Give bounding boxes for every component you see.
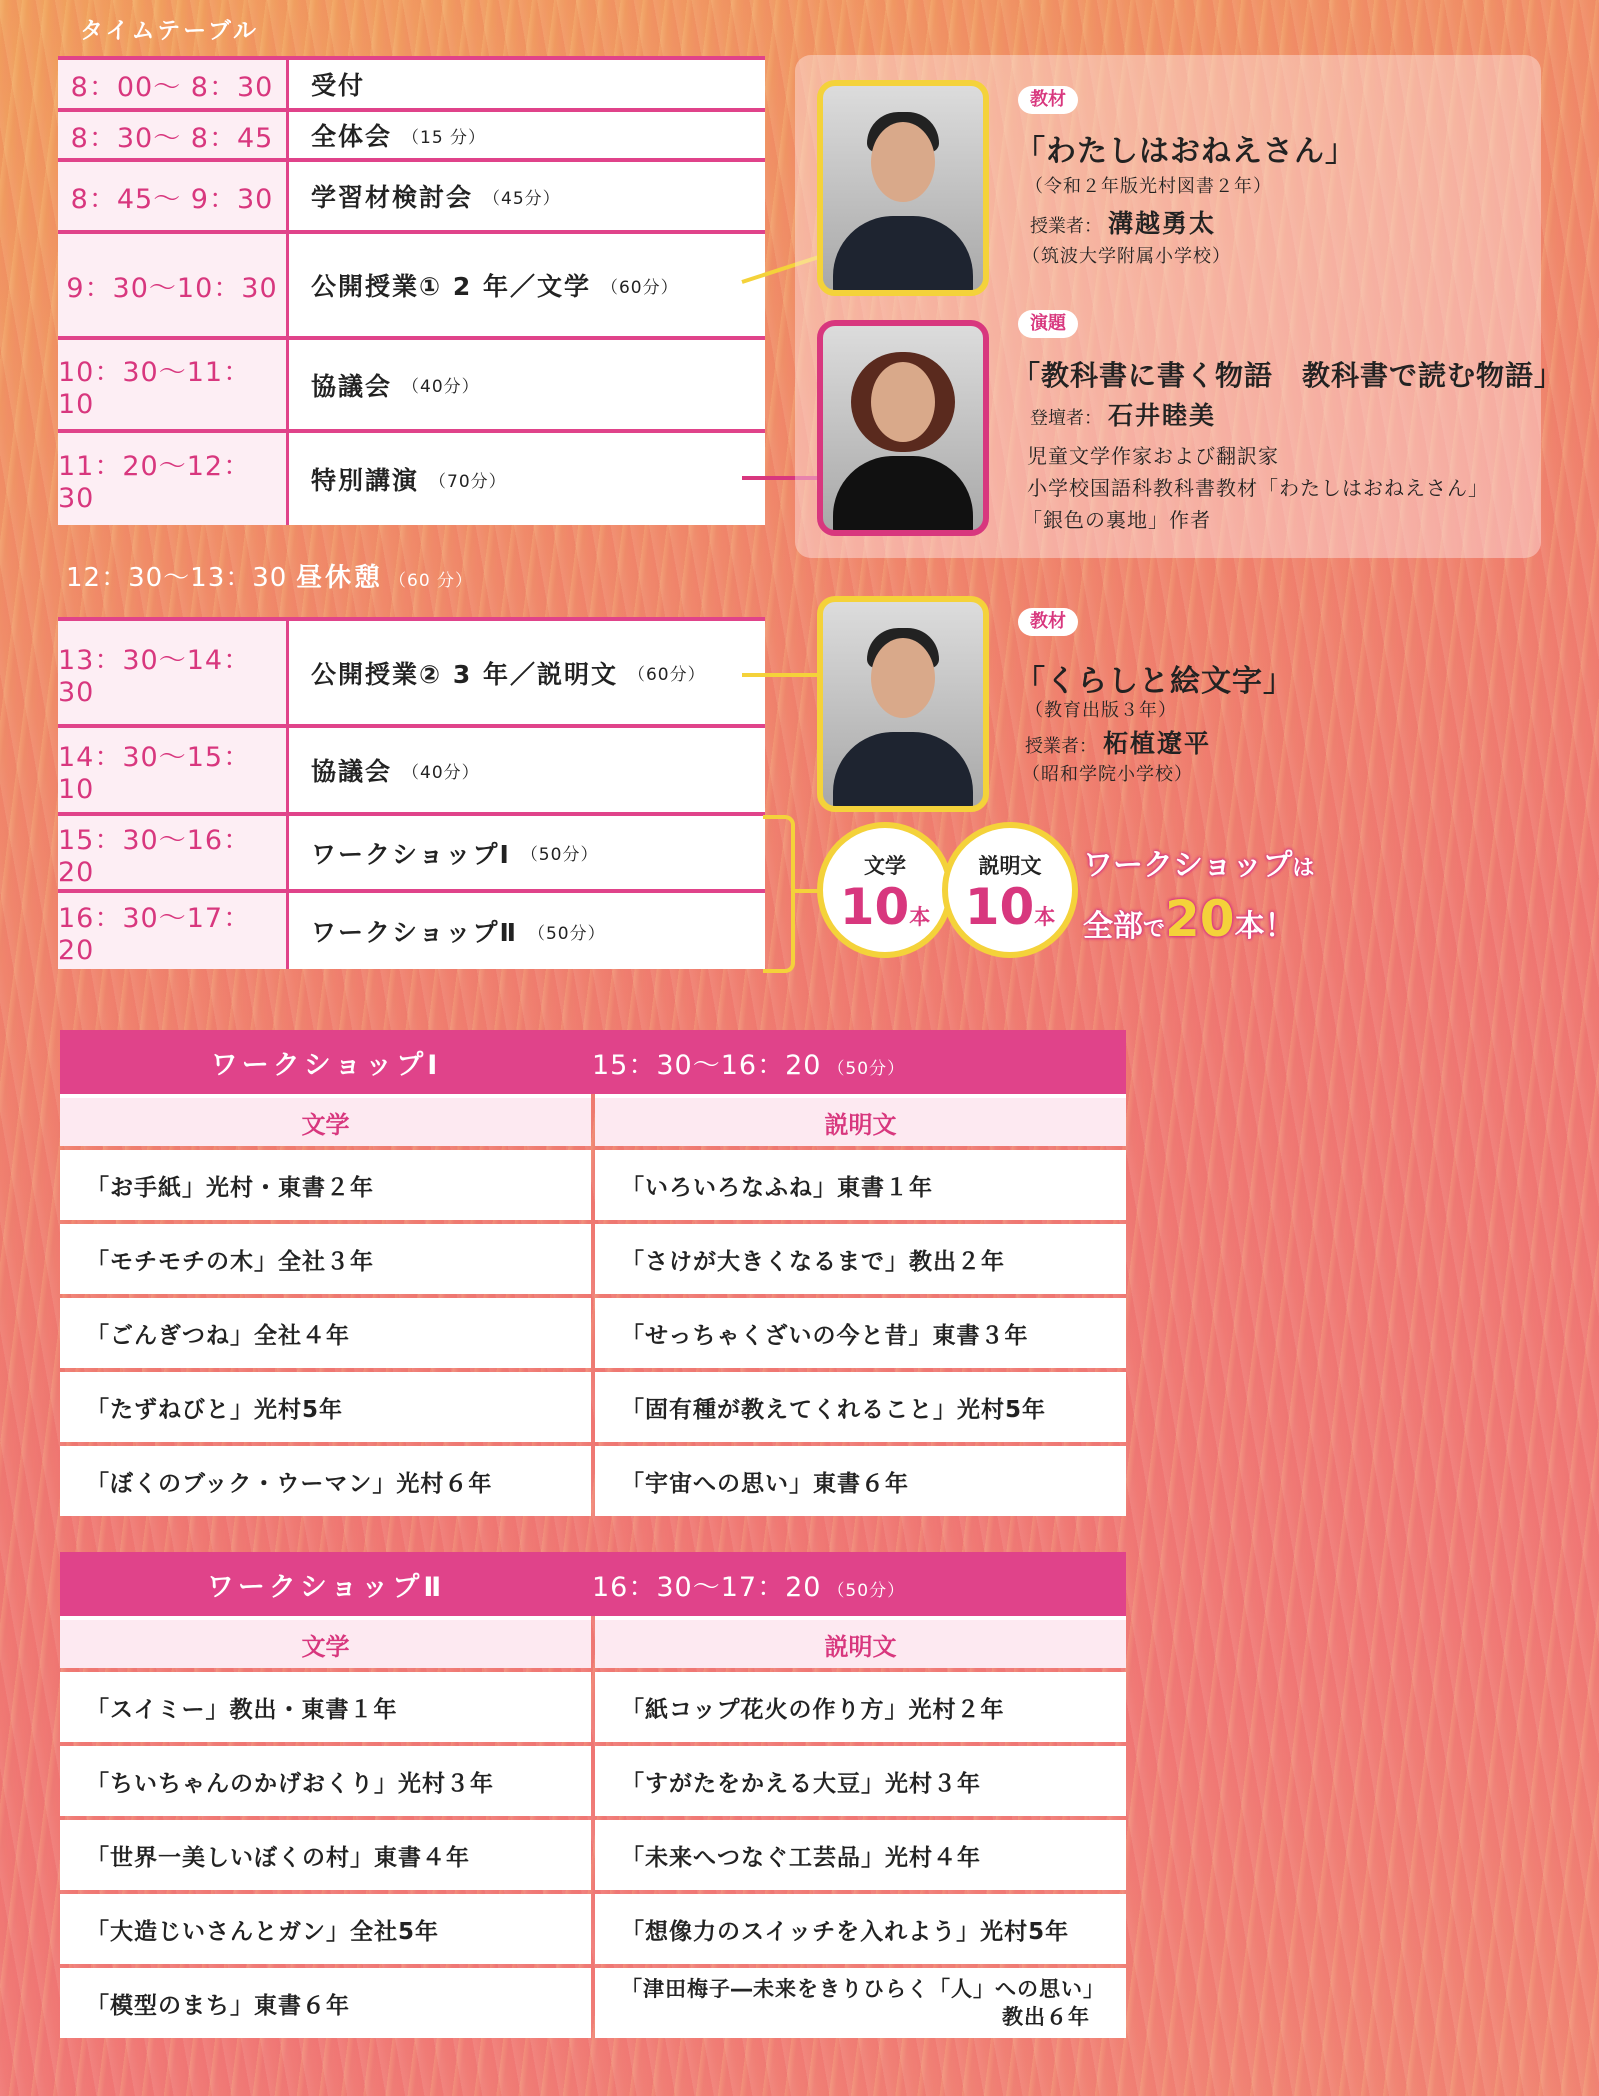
lecturer-desc: 小学校国語科教科書教材「わたしはおねえさん」	[1027, 476, 1489, 500]
speaker-photo	[817, 320, 989, 536]
list-item: 「いろいろなふね」東書１年	[595, 1150, 1126, 1220]
teacher-name: 授業者： 溝越勇太	[1030, 209, 1217, 238]
row-time: 8：45〜 9：30	[58, 162, 289, 230]
row-time: 14：30〜15：10	[58, 728, 289, 812]
count-badge: 文学 10本	[817, 822, 953, 958]
lesson-title: 「わたしはおねえさん」	[1015, 134, 1356, 169]
textbook-info: （令和２年版光村図書２年）	[1025, 176, 1272, 197]
lesson-title: 「くらしと絵文字」	[1015, 664, 1294, 699]
workshop-total-note: ワークショップは 全部で20本！	[1083, 848, 1315, 948]
lunch-break: 12：30〜13：30 昼休憩 （60 分）	[66, 563, 474, 593]
list-item: 「ちいちゃんのかげおくり」光村３年	[60, 1746, 591, 1816]
timetable-row	[58, 340, 765, 433]
row-time: 16：30〜17：20	[58, 893, 289, 969]
workshop1-table	[60, 1030, 1126, 1516]
row-time: 9：30〜10：30	[58, 234, 289, 336]
timetable-row	[58, 60, 765, 112]
timetable-row	[58, 816, 765, 893]
connector-line	[795, 889, 819, 893]
count-badge: 説明文 10本	[942, 822, 1078, 958]
row-event: 学習材検討会 （45分）	[311, 183, 561, 212]
workshop-bracket	[763, 815, 795, 973]
textbook-info: （教育出版３年）	[1025, 700, 1177, 721]
list-item: 「宇宙への思い」東書６年	[595, 1446, 1126, 1516]
list-item: 「お手紙」光村・東書２年	[60, 1150, 591, 1220]
row-event: 全体会 （15 分）	[311, 122, 487, 151]
list-item: 「津田梅子―未来をきりひらく「人」への思い」 教出６年	[595, 1968, 1126, 2038]
list-item: 「ごんぎつね」全社４年	[60, 1298, 591, 1368]
list-item: 「想像力のスイッチを入れよう」光村5年	[595, 1894, 1126, 1964]
row-time: 15：30〜16：20	[58, 816, 289, 889]
list-item: 「すがたをかえる大豆」光村３年	[595, 1746, 1126, 1816]
connector-line	[742, 673, 822, 677]
list-item: 「紙コップ花火の作り方」光村２年	[595, 1672, 1126, 1742]
row-time: 11：20〜12：30	[58, 433, 289, 525]
teacher-affiliation: （昭和学院小学校）	[1022, 764, 1193, 785]
list-item: 「世界一美しいぼくの村」東書４年	[60, 1820, 591, 1890]
lecturer-name: 登壇者： 石井睦美	[1030, 401, 1217, 430]
lit-column: 文学 「お手紙」光村・東書２年 「モチモチの木」全社３年 「ごんぎつね」全社４年 「たずねびと」光村5年 「ぼくのブック・ウーマン」光村６年	[60, 1094, 591, 1516]
timetable-row	[58, 893, 765, 969]
lecture-title: 「教科書に書く物語 教科書で読む物語」	[1012, 359, 1564, 392]
lecturer-desc: 児童文学作家および翻訳家	[1027, 444, 1279, 468]
lecturer-desc: 「銀色の裏地」作者	[1022, 508, 1211, 532]
list-item: 「たずねびと」光村5年	[60, 1372, 591, 1442]
row-event: 協議会 （40分）	[311, 757, 480, 786]
table-header: ワークショップⅠ 15：30〜16：20 （50分）	[60, 1030, 1126, 1094]
row-event: 公開授業① 2 年／文学 （60分）	[311, 272, 679, 301]
tag-badge: 教材	[1018, 86, 1078, 114]
row-time: 8：00〜 8：30	[58, 60, 289, 108]
row-event: 受付	[311, 71, 366, 100]
list-item: 「模型のまち」東書６年	[60, 1968, 591, 2038]
speaker-photo	[817, 596, 989, 812]
row-time: 8：30〜 8：45	[58, 112, 289, 158]
timetable-row	[58, 621, 765, 728]
list-item: 「モチモチの木」全社３年	[60, 1224, 591, 1294]
workshop2-table	[60, 1552, 1126, 2038]
list-item: 「せっちゃくざいの今と昔」東書３年	[595, 1298, 1126, 1368]
timetable-row	[58, 433, 765, 525]
list-item: 「スイミー」教出・東書１年	[60, 1672, 591, 1742]
timetable-row	[58, 162, 765, 234]
exp-column: 説明文 「いろいろなふね」東書１年 「さけが大きくなるまで」教出２年 「せっちゃくざいの今と昔」東書３年 「固有種が教えてくれること」光村5年 「宇宙への思い」東書６年	[595, 1094, 1126, 1516]
speaker-photo	[817, 80, 989, 296]
row-event: ワークショップⅡ （50分）	[311, 918, 606, 947]
tag-badge: 教材	[1018, 608, 1078, 636]
list-item: 「固有種が教えてくれること」光村5年	[595, 1372, 1126, 1442]
row-event: 特別講演 （70分）	[311, 466, 507, 495]
row-event: ワークショップⅠ （50分）	[311, 839, 599, 869]
teacher-name: 授業者： 柘植遼平	[1025, 729, 1212, 758]
timetable-row	[58, 112, 765, 162]
row-time: 13：30〜14：30	[58, 621, 289, 724]
list-item: 「未来へつなぐ工芸品」光村４年	[595, 1820, 1126, 1890]
teacher-affiliation: （筑波大学附属小学校）	[1022, 246, 1231, 267]
row-time: 10：30〜11：10	[58, 340, 289, 429]
list-item: 「さけが大きくなるまで」教出２年	[595, 1224, 1126, 1294]
section-label: タイムテーブル	[80, 18, 260, 44]
table-header: ワークショップⅡ 16：30〜17：20 （50分）	[60, 1552, 1126, 1616]
row-event: 協議会 （40分）	[311, 371, 480, 401]
tag-badge: 演題	[1018, 310, 1078, 338]
lit-column: 文学 「スイミー」教出・東書１年 「ちいちゃんのかげおくり」光村３年 「世界一美しいぼくの村」東書４年 「大造じいさんとガン」全社5年 「模型のまち」東書６年	[60, 1616, 591, 2038]
row-event: 公開授業② 3 年／説明文 （60分）	[311, 659, 706, 689]
timetable-row	[58, 234, 765, 340]
timetable-row	[58, 728, 765, 816]
list-item: 「大造じいさんとガン」全社5年	[60, 1894, 591, 1964]
exp-column: 説明文 「紙コップ花火の作り方」光村２年 「すがたをかえる大豆」光村３年 「未来へつなぐ工芸品」光村４年 「想像力のスイッチを入れよう」光村5年 「津田梅子―未来をきりひらく「人」への思い」 教出６年	[595, 1616, 1126, 2038]
list-item: 「ぼくのブック・ウーマン」光村６年	[60, 1446, 591, 1516]
